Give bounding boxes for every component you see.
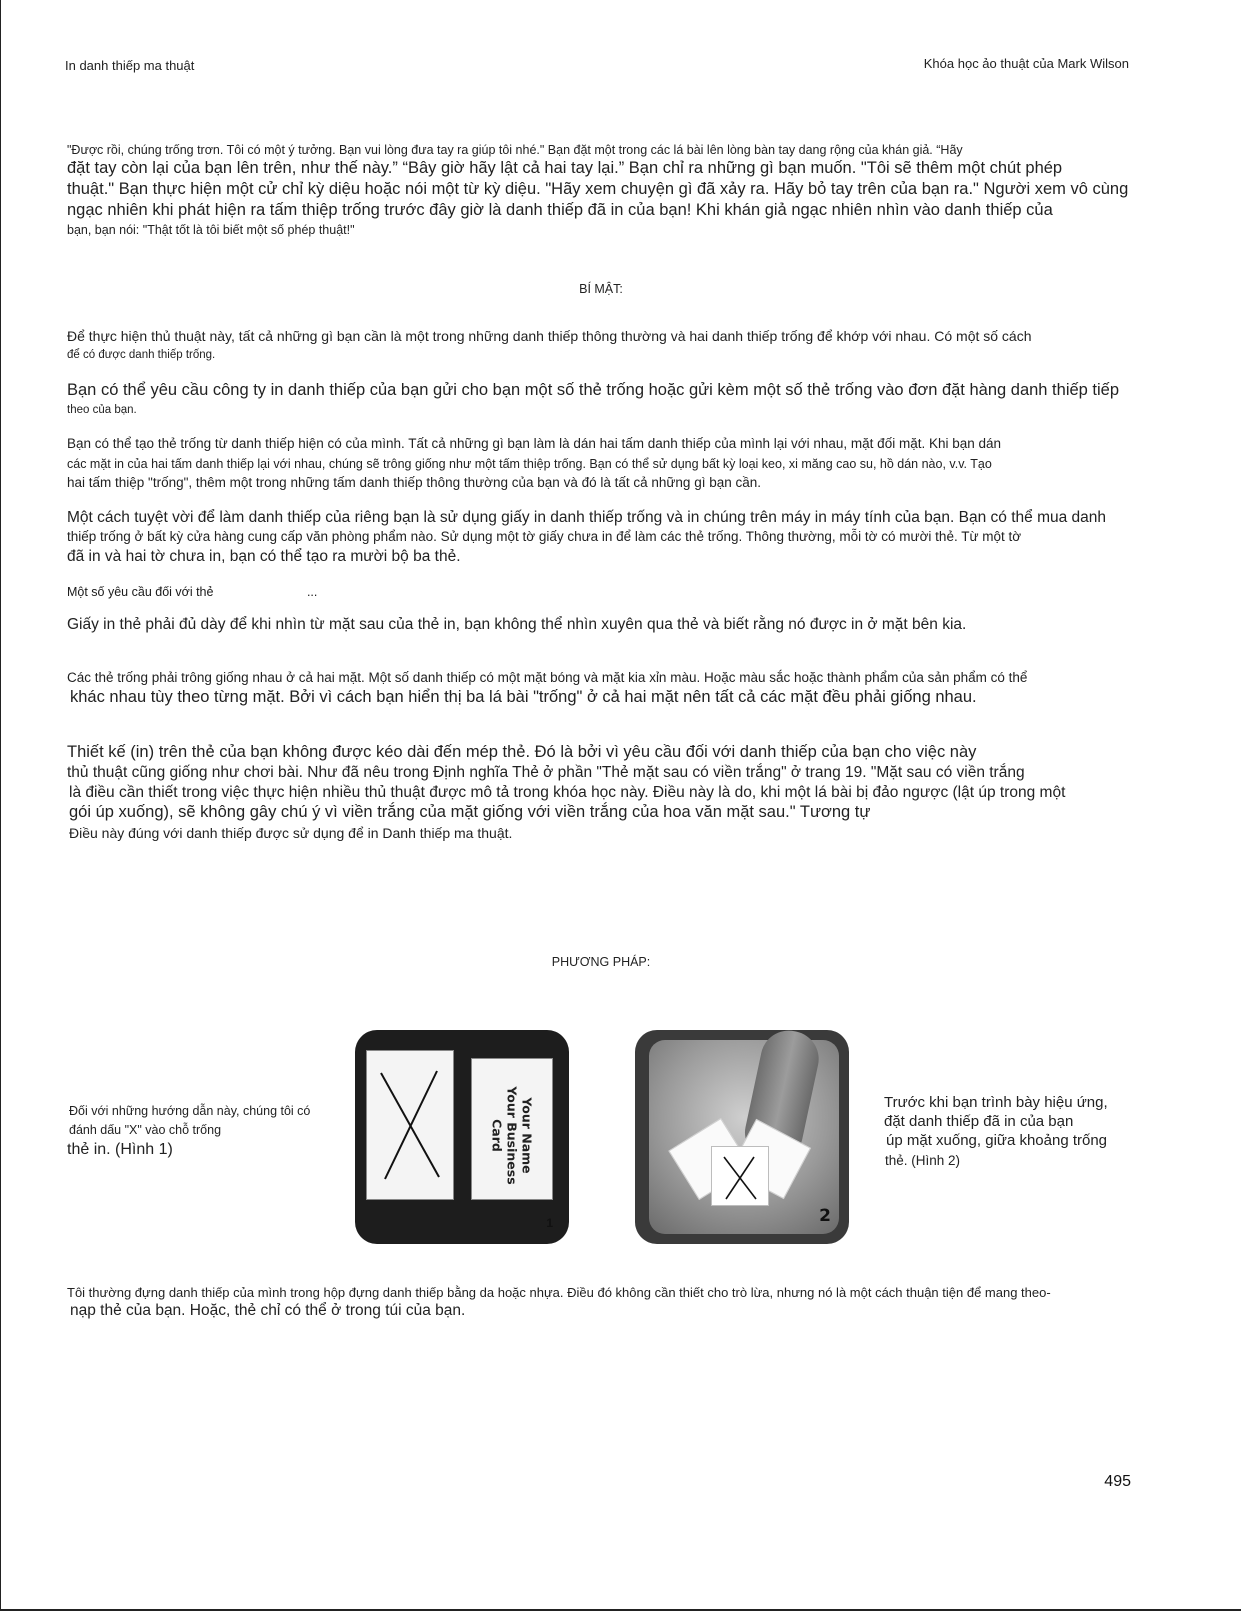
secret-line: để có được danh thiếp trống. [67,349,216,361]
marked-card [711,1146,769,1206]
secret-line: thiếp trống ở bất kỳ cửa hàng cung cấp văn phòng phẩm nào. Sử dụng một tờ giấy chưa in để làm các thẻ trống. Thông thường, mỗi tờ có mười thẻ. Từ một tờ [67,529,1022,544]
x-mark-icon [712,1147,768,1205]
requirements-ellipsis: ... [306,585,318,599]
secret-line: Để thực hiện thủ thuật này, tất cả những gì bạn cần là một trong những danh thiếp thông thường và hai danh thiếp trống để khớp với nhau. Có một số cách [67,328,1032,344]
figure1-number: 1 [546,1216,553,1230]
printed-business-card [471,1058,553,1200]
secret-line: theo của bạn. [67,404,137,416]
requirement-thickness: Giấy in thẻ phải đủ dày để khi nhìn từ mặt sau của thẻ in, bạn không thể nhìn xuyên qua thẻ và biết rằng nó được in ở mặt bên kia. [67,616,967,633]
x-mark-icon [367,1051,453,1199]
secret-line: các mặt in của hai tấm danh thiếp lại với nhau, chúng sẽ trông giống như một tấm thiệp trống. Bạn có thể sử dụng bất kỳ loại keo, xi măng cao su, hồ dán nào, v.v. Tạo [67,457,992,471]
card-business: Your Business [504,1086,520,1185]
secret-line: hai tấm thiệp "trống", thêm một trong những tấm danh thiếp thông thường của bạn và đó là tất cả những gì bạn cần. [67,475,761,490]
figure2-number: 2 [819,1206,831,1226]
secret-line: Bạn có thể yêu cầu công ty in danh thiếp của bạn gửi cho bạn một số thẻ trống hoặc gửi kèm một số thẻ trống vào đơn đặt hàng danh thiếp tiếp [67,381,1120,399]
closing-line: nạp thẻ của bạn. Hoặc, thẻ chỉ có thể ở trong túi của bạn. [70,1302,466,1319]
caption-line: thẻ. (Hình 2) [885,1153,961,1168]
secret-line: Bạn có thể tạo thẻ trống từ danh thiếp hiện có của mình. Tất cả những gì bạn làm là dán hai tấm danh thiếp của mình lại với nhau, mặt đối mặt. Khi bạn dán [67,436,1002,451]
figure2-photo [635,1030,849,1244]
requirements-label-text: Một số yêu cầu đối với thẻ [67,585,214,599]
card-name: Your Name [519,1097,535,1174]
page-number: 495 [1104,1473,1131,1490]
intro-line: ngạc nhiên khi phát hiện ra tấm thiệp trống trước đây giờ là danh thiếp đã in của bạn! Khi khán giả ngạc nhiên nhìn vào danh thiếp của [67,201,1053,219]
closing-line: Tôi thường đựng danh thiếp của mình trong hộp đựng danh thiếp bằng da hoặc nhựa. Điều đó không cần thiết cho trò lừa, nhưng nó là một cách thuận tiện để mang theo- [67,1285,1051,1300]
req-line: thủ thuật cũng giống như chơi bài. Như đã nêu trong Định nghĩa Thẻ ở phần "Thẻ mặt sau có viền trắng" ở trang 19. "Mặt sau có viền trắng [67,764,1025,781]
caption-line: đánh dấu "X" vào chỗ trống [69,1123,222,1137]
secret-line: Một cách tuyệt vời để làm danh thiếp của riêng bạn là sử dụng giấy in danh thiếp trống và in chúng trên máy in máy tính của bạn. Bạn có thể mua danh [67,509,1107,526]
req-line: Thiết kế (in) trên thẻ của bạn không được kéo dài đến mép thẻ. Đó là bởi vì yêu cầu đối với danh thiếp của bạn cho việc này [67,743,977,761]
req-line: Các thẻ trống phải trông giống nhau ở cả hai mặt. Một số danh thiếp có một mặt bóng và mặt kia xỉn màu. Hoặc màu sắc hoặc thành phẩm của sản phẩm có thể [67,670,1028,685]
method-heading: PHƯƠNG PHÁP: [551,955,651,969]
card-label: Card [489,1119,505,1152]
intro-line: "Được rồi, chúng trống trơn. Tôi có một ý tưởng. Bạn vui lòng đưa tay ra giúp tôi nhé." Bạn đặt một trong các lá bài lên lòng bàn tay dang rộng của khán giả. “Hãy [67,143,963,157]
header-left: In danh thiếp ma thuật [65,58,195,73]
caption-line: úp mặt xuống, giữa khoảng trống [886,1132,1108,1149]
intro-line: bạn, bạn nói: "Thật tốt là tôi biết một số phép thuật!" [67,223,355,237]
business-card-text [490,1066,535,1206]
secret-line: đã in và hai tờ chưa in, bạn có thể tạo ra mười bộ ba thẻ. [67,548,461,565]
req-line: Điều này đúng với danh thiếp được sử dụng để in Danh thiếp ma thuật. [69,825,513,841]
req-line: gói úp xuống), sẽ không gây chú ý vì viền trắng của mặt giống với viền trắng của hoa văn mặt sau." Tương tự [69,803,871,821]
header-right: Khóa học ảo thuật của Mark Wilson [923,56,1129,71]
caption-line: thẻ in. (Hình 1) [67,1141,173,1158]
req-line: là điều cần thiết trong việc thực hiện nhiều thủ thuật được mô tả trong khóa học này. Điều này là do, khi một lá bài bị đảo ngược (lật úp trong một [69,784,1066,801]
intro-line: đặt tay còn lại của bạn lên trên, như thế này.” “Bây giờ hãy lật cả hai tay lại.” Bạn chỉ ra những gì bạn muốn. "Tôi sẽ thêm một chút phép [67,159,1063,177]
figure1-photo [355,1030,569,1244]
req-line: khác nhau tùy theo từng mặt. Bởi vì cách bạn hiển thị ba lá bài "trống" ở cả hai mặt nên tất cả các mặt đều phải giống nhau. [70,688,977,706]
caption-line: đặt danh thiếp đã in của bạn [884,1113,1074,1130]
caption-line: Trước khi bạn trình bày hiệu ứng, [884,1094,1108,1111]
intro-line: thuật." Bạn thực hiện một cử chỉ kỳ diệu hoặc nói một từ kỳ diệu. "Hãy xem chuyện gì đã xảy ra. Hãy bỏ tay trên của bạn ra." Người xem vô cùng [67,180,1129,198]
secret-heading: BÍ MẬT: [579,282,623,296]
caption-line: Đối với những hướng dẫn này, chúng tôi có [69,1104,311,1118]
requirements-label [67,583,317,601]
blank-card [366,1050,454,1200]
